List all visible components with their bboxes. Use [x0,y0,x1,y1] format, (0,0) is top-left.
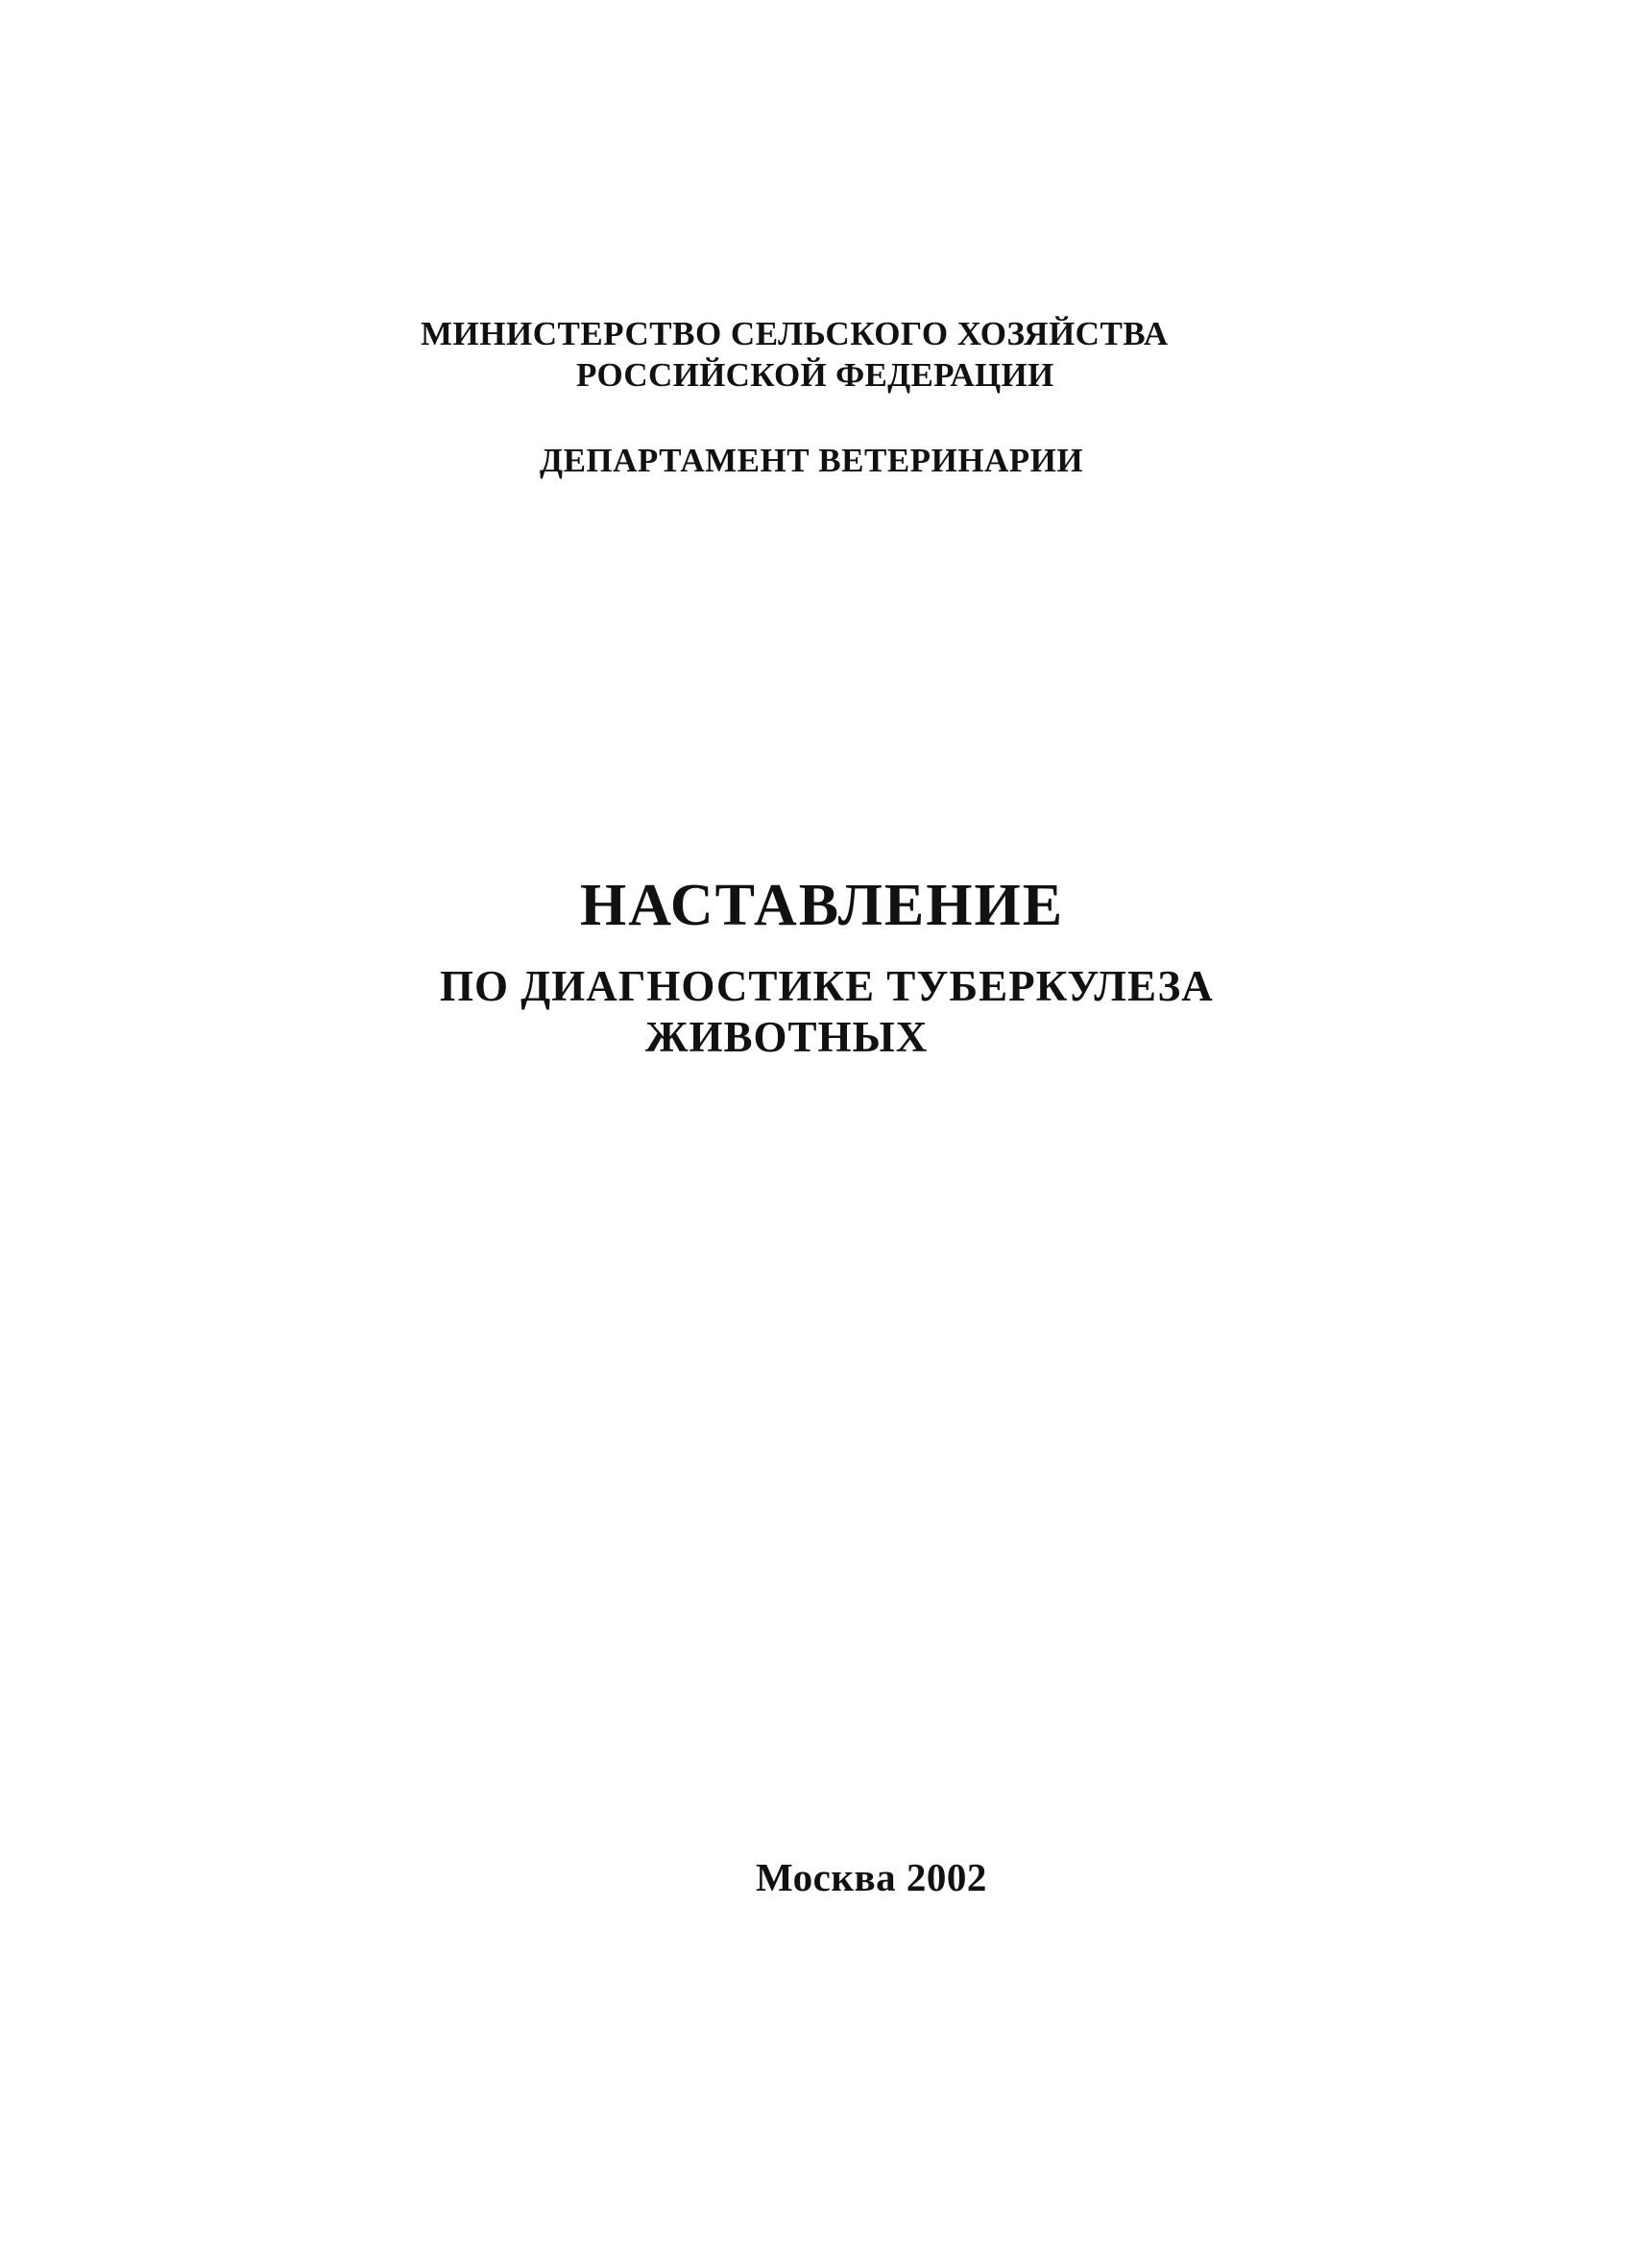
ministry-name-line-2: РОССИЙСКОЙ ФЕДЕРАЦИИ [576,356,1054,394]
document-title: НАСТАВЛЕНИЕ [580,873,1065,938]
document-subtitle-line-2: ЖИВОТНЫХ [645,1013,929,1061]
department-name: ДЕПАРТАМЕНТ ВЕТЕРИНАРИИ [540,442,1084,479]
document-subtitle-line-1: ПО ДИАГНОСТИКЕ ТУБЕРКУЛЕЗА [440,962,1214,1010]
ministry-name-line-1: МИНИСТЕРСТВО СЕЛЬСКОГО ХОЗЯЙСТВА [421,315,1169,352]
publication-place-year: Москва 2002 [756,1855,987,1899]
